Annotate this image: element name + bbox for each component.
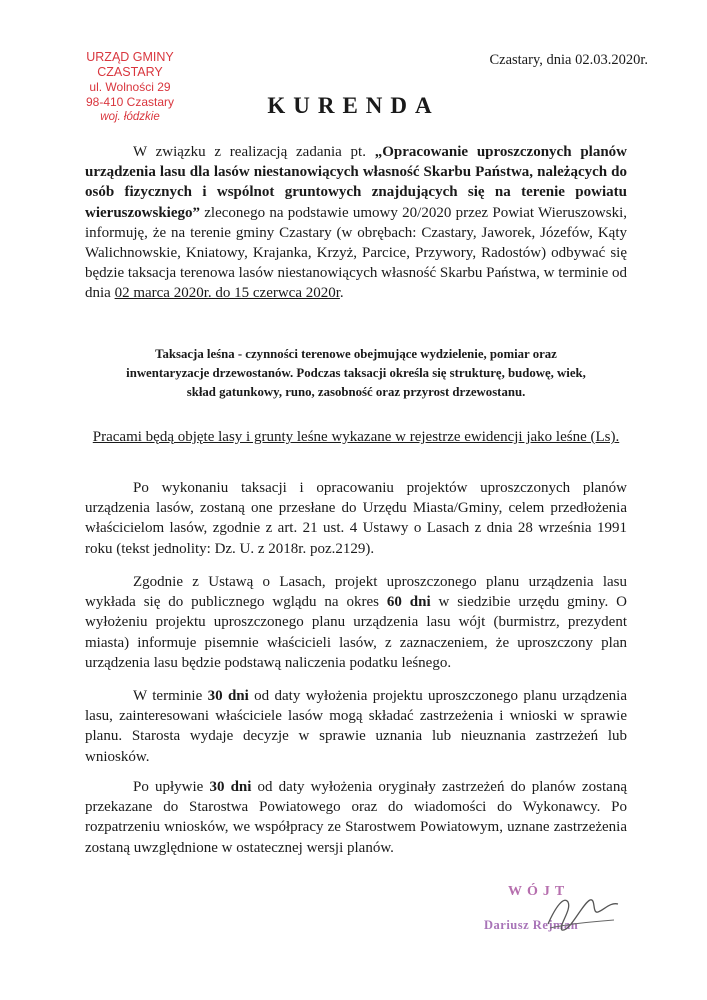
p5-text-c: od daty wyłożenia oryginały zastrzeżeń do planów zostaną przekazane do Starostwa Powiatowego oraz do wiadomości do Wykonawcy. Po rozpatrzeniu wniosków, we współpracy ze Starostwem Powiatowym, uznane zastrzeżenia zostaną uwzględnione w ostatecznej wersji planów. bbox=[85, 779, 627, 856]
taxation-info: Taksacja leśna - czynności terenowe obejmujące wydzielenie, pomiar oraz inwentaryzacje drzewostanów. Podczas taksacji określa się strukturę, budowę, wiek, skład gatunkowy, runo, zasobność oraz przyrost drzewostanu. bbox=[126, 347, 586, 399]
p5-text-a: Po upływie bbox=[133, 779, 210, 795]
intro-text-5: . bbox=[339, 285, 344, 302]
p4-days: 30 dni bbox=[207, 688, 249, 704]
signature-stamp bbox=[478, 884, 628, 944]
stamp-postal: 98-410 Czastary bbox=[85, 95, 175, 109]
document-title: KURENDA bbox=[267, 93, 440, 118]
p3-text-c: w siedzibie urzędu gminy. O wyłożeniu projektu uproszczonego planu urządzenia lasu wójt (burmistrz, prezydent miasta) informuje pisemnie właścicieli lasów, z zaznaczeniem, że uproszczony plan urządzenia lasu będzie podstawą naliczenia podatku leśnego. bbox=[85, 594, 628, 671]
handwritten-signature-icon bbox=[478, 884, 628, 944]
stamp-street: ul. Wolności 29 bbox=[89, 80, 171, 94]
signature-name: Dariusz Rejman bbox=[484, 918, 579, 932]
signature-title: WÓJT bbox=[508, 884, 570, 899]
paragraph-after-period bbox=[85, 777, 627, 858]
scope-notice: Pracami będą objęte lasy i grunty leśne wykazane w rejestrze ewidencji jako leśne (Ls). bbox=[92, 429, 620, 445]
paragraph-objections bbox=[85, 686, 627, 767]
intro-paragraph bbox=[85, 142, 627, 304]
project-title: „Opracowanie uproszczonych planów urządzenia lasu dla lasów niestanowiących własność Skarbu Państwa, należących do osób fizycznych i wspólnot gruntowych znajdujących się na terenie powiatu wieruszowskiego” bbox=[85, 144, 628, 221]
paragraph-plans-sent-text: Po wykonaniu taksacji i opracowaniu projektów uproszczonych planów urządzenia lasów, zostaną one przesłane do Urzędu Miasta/Gminy, celem przedłożenia właścicielom lasów, zgodnie z art. 21 ust. 4 Ustawy o Lasach z dnia 28 września 1991 roku (tekst jednolity: Dz. U. z 2018r. poz.2129). bbox=[85, 480, 627, 557]
date-range: 02 marca 2020r. do 15 czerwca 2020r bbox=[114, 285, 340, 302]
paragraph-plans-sent bbox=[85, 478, 627, 559]
paragraph-public-view bbox=[85, 572, 627, 673]
document-date: Czastary, dnia 02.03.2020r. bbox=[489, 52, 648, 68]
stamp-office-name: URZĄD GMINY CZASTARY bbox=[86, 50, 174, 79]
intro-text-3: zleconego na podstawie umowy 20/2020 przez Powiat Wieruszowski, informuję, że na terenie gminy Czastary (w obrębach: Czastary, Jaworek, Józefów, Kąty Walichnowskie, Kniatowy, Krajanka, Krzyż, Parcice, Przywory, Radostów) odbywać się będzie taksacja terenowa lasów niestanowiących własność Skarbu Państwa, w terminie od dnia bbox=[85, 204, 627, 302]
stamp-region: woj. łódzkie bbox=[100, 111, 160, 123]
p3-days: 60 dni bbox=[386, 594, 431, 611]
p4-text-a: W terminie bbox=[133, 688, 208, 704]
p5-days: 30 dni bbox=[209, 779, 252, 795]
p4-text-c: od daty wyłożenia projektu uproszczonego planu urządzenia lasu, zainteresowani właściciele lasów mogą składać zastrzeżenia i wnioski w sprawie planu. Starosta wydaje decyzje w sprawie uznania lub nieuznania zastrzeżeń lub wniosków. bbox=[85, 688, 627, 765]
intro-text-1: W związku z realizacją zadania pt. bbox=[133, 144, 375, 160]
p3-text-a: Zgodnie z Ustawą o Lasach, projekt uproszczonego planu urządzenia lasu wykłada się do publicznego wglądu na okres bbox=[85, 574, 627, 611]
